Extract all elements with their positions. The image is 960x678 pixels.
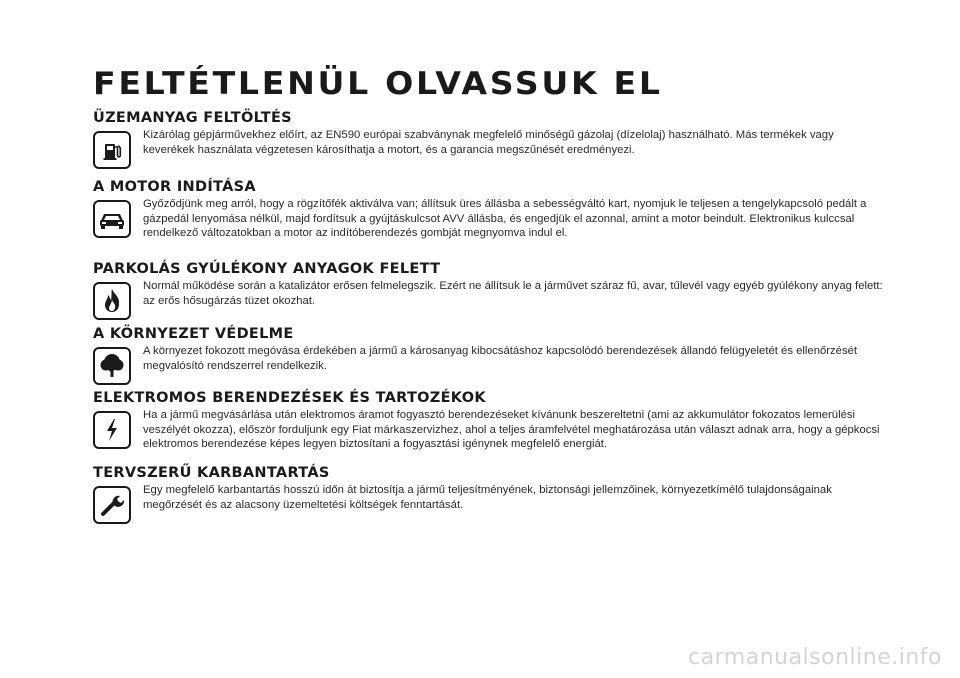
fuel-pump-icon xyxy=(93,131,131,169)
lightning-icon xyxy=(93,411,131,449)
watermark: carmanualsonline.info xyxy=(688,645,942,670)
section-heading: A KÖRNYEZET VÉDELME xyxy=(93,326,294,342)
section-maintenance xyxy=(93,465,893,524)
section-heading: ÜZEMANYAG FELTÖLTÉS xyxy=(93,110,292,126)
car-icon xyxy=(93,200,131,238)
flame-icon xyxy=(93,282,131,320)
section-text: Normál működése során a katalizátor erősen felmelegszik. Ezért ne állítsuk le a járművet száraz fű, avar, tűlevél vagy egyéb gyúlékony anyag felett: az erős hősugárzás tüzet okozhat. xyxy=(143,280,883,307)
section-text: Ha a jármű megvásárlása után elektromos áramot fogyasztó berendezéseket kívánunk beszereltetni (ami az akkumulátor fokozatos lemerülési veszélyét okozza), először forduljunk egy Fiat márkaszervizhez, ahol a teljes áramfelvétel meghatározása után választ adnak arra, hogy a gépkocsi elektromos berendezése képes legyen biztosítani a fogyasztási igénynek megfelelő energiát. xyxy=(143,409,880,450)
wrench-icon xyxy=(93,486,131,524)
tree-icon xyxy=(93,347,131,385)
section-fuel xyxy=(93,110,893,169)
section-text: Kizárólag gépjárművekhez előírt, az EN590 európai szabványnak megfelelő minőségű gázolaj (dízelolaj) használható. Más termékek vagy keverékek használata végzetesen károsíthatja a motort, és a garancia megszűnését eredményezi. xyxy=(143,129,834,156)
section-heading: PARKOLÁS GYÚLÉKONY ANYAGOK FELETT xyxy=(93,261,441,277)
section-heading: A MOTOR INDÍTÁSA xyxy=(93,179,256,195)
section-parking-flammable xyxy=(93,261,893,320)
section-electrical xyxy=(93,390,893,452)
section-heading: ELEKTROMOS BERENDEZÉSEK ÉS TARTOZÉKOK xyxy=(93,390,486,406)
section-heading: TERVSZERŰ KARBANTARTÁS xyxy=(93,465,330,481)
section-text: A környezet fokozott megóvása érdekében a jármű a károsanyag kibocsátáshoz kapcsolódó berendezések állandó felügyeletét és ellenőrzését megvalósító rendszerrel rendelkezik. xyxy=(143,345,858,372)
section-environment xyxy=(93,326,893,385)
section-engine-start xyxy=(93,179,893,241)
section-text: Győződjünk meg arról, hogy a rögzítőfék aktiválva van; állítsuk üres állásba a sebességváltó kart, nyomjuk le teljesen a tengelykapcsoló pedált a gázpedál lenyomása nélkül, majd fordítsuk a gyújtáskulcsot AVV állásba, és engedjük el azonnal, amint a motor beindult. Elektronikus kulccsal rendelkező változatokban a motor az indítóberendezés gombját megnyomva indul el. xyxy=(143,198,867,239)
page-title: FELTÉTLENÜL OLVASSUK EL xyxy=(93,66,663,102)
section-text: Egy megfelelő karbantartás hosszú időn át biztosítja a jármű teljesítményének, biztonsági jellemzőinek, környezetkímélő tulajdonságainak megőrzését és az alacsony üzemeltetési költségek fenntartását. xyxy=(143,484,832,511)
